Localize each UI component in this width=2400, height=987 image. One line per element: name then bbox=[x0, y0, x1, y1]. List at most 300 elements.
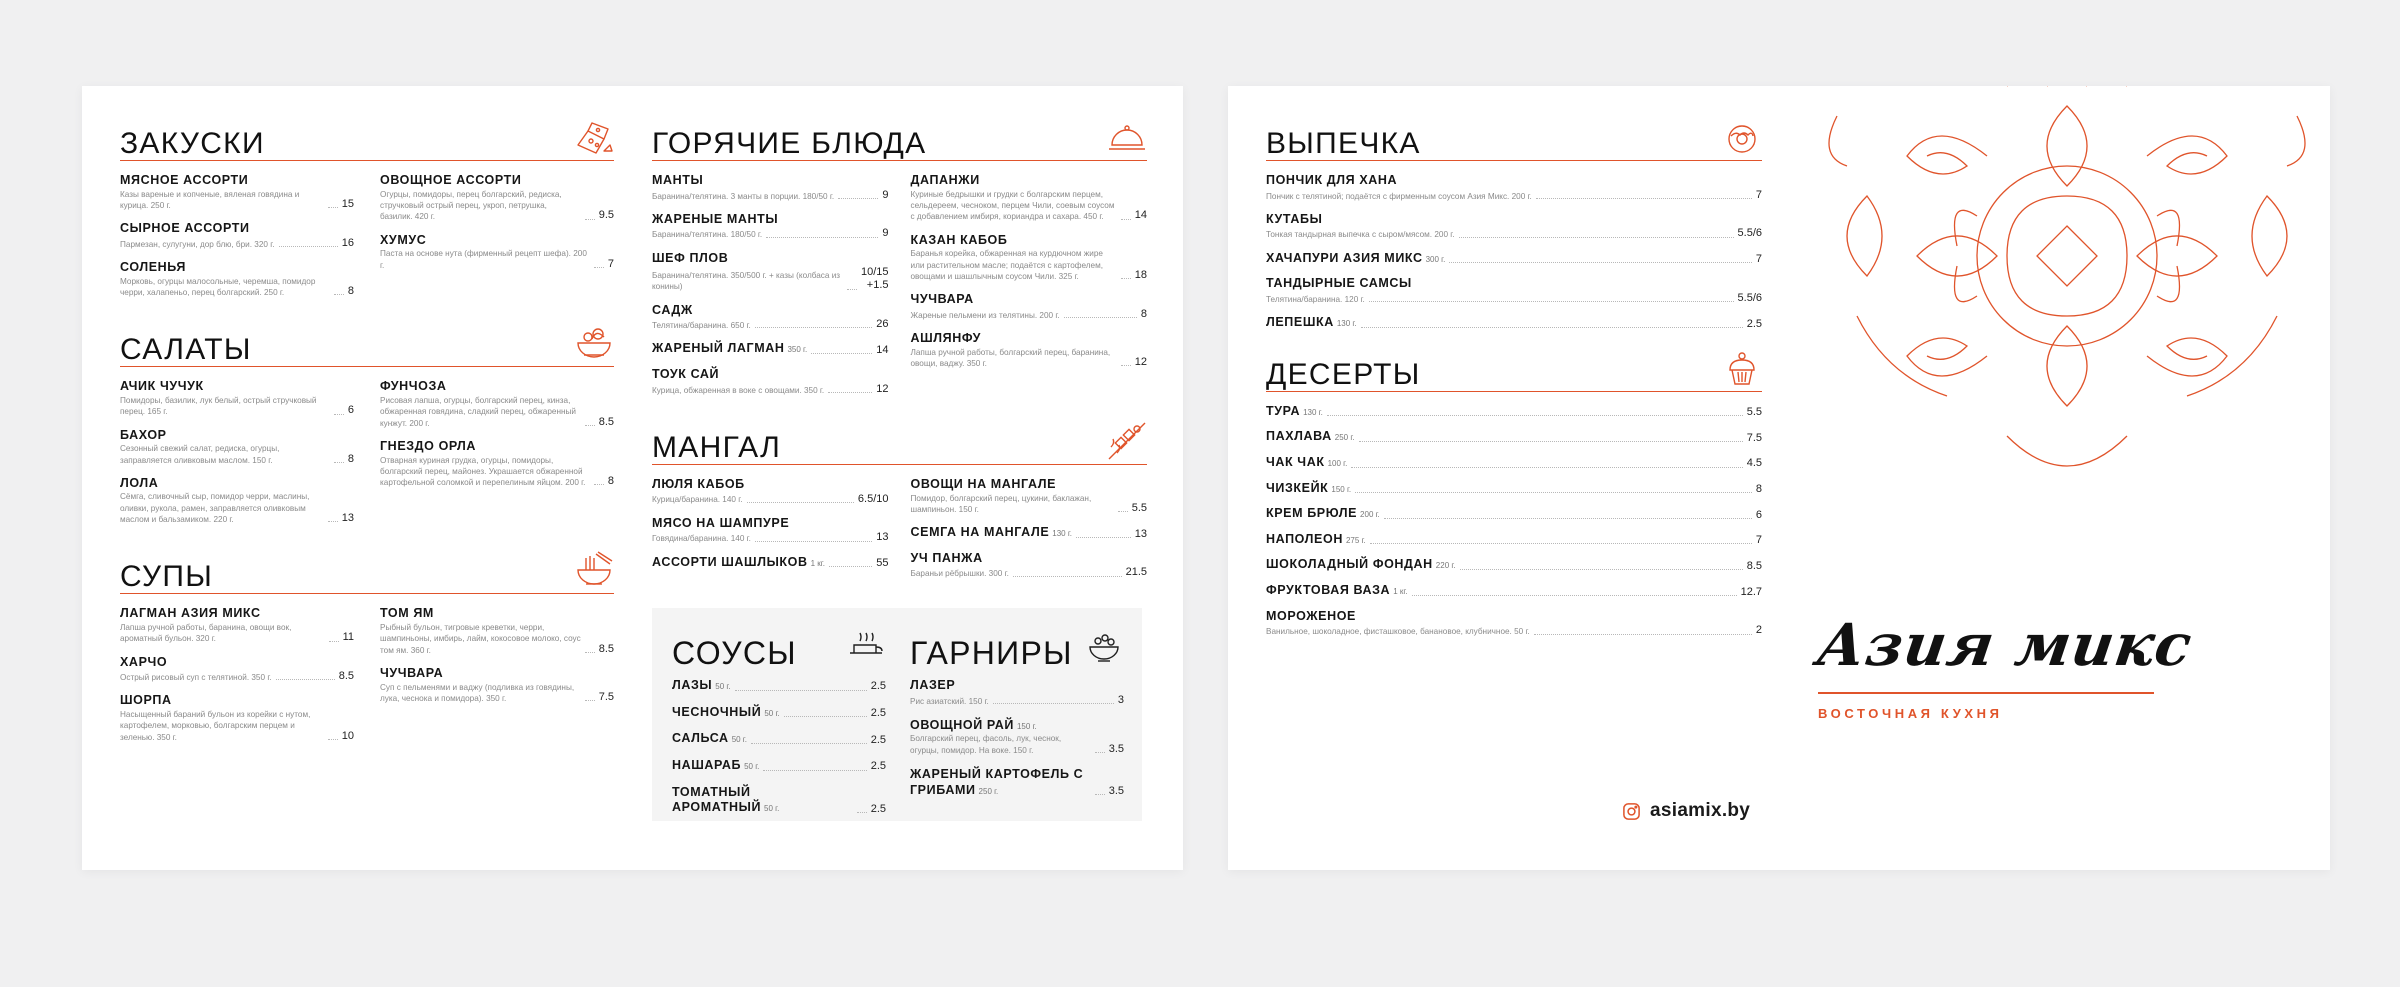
menu-item bbox=[672, 678, 886, 694]
item-name-text: КРЕМ БРЮЛЕ bbox=[1266, 506, 1358, 521]
item-price: 14 bbox=[1134, 209, 1147, 222]
item-name-text: АЧИК ЧУЧУК bbox=[120, 379, 204, 394]
menu-item bbox=[652, 555, 889, 571]
item-row bbox=[1266, 429, 1762, 445]
item-name bbox=[652, 477, 889, 493]
item-name-text: САДЖ bbox=[652, 302, 693, 317]
item-weight: 130 г. bbox=[1336, 319, 1357, 329]
item-price: 8.5 bbox=[598, 642, 614, 655]
item-price: 13 bbox=[876, 531, 889, 544]
item-name bbox=[910, 767, 1091, 798]
item-weight: 50 г. bbox=[764, 804, 780, 814]
menu-item bbox=[120, 173, 354, 211]
item-weight: 100 г. bbox=[1327, 458, 1348, 468]
leader-dots bbox=[1121, 365, 1131, 366]
item-price: 16 bbox=[341, 236, 354, 249]
cupcake-icon bbox=[1722, 348, 1762, 388]
item-description: Пармезан, сулугуни, дор блю, бри. 320 г. bbox=[120, 239, 275, 249]
item-name bbox=[1266, 173, 1762, 189]
item-name bbox=[911, 525, 1073, 541]
item-name-text: САЛЬСА bbox=[672, 731, 729, 746]
item-row bbox=[120, 189, 354, 212]
item-row bbox=[1266, 583, 1762, 599]
menu-item bbox=[120, 606, 354, 644]
item-price: 8.5 bbox=[598, 415, 614, 428]
menu-spread-left bbox=[82, 86, 1183, 870]
item-name-text: ЛОЛА bbox=[120, 475, 159, 490]
item-row bbox=[652, 266, 889, 292]
item-name bbox=[120, 173, 354, 189]
section-header bbox=[652, 422, 1147, 465]
menu-item bbox=[1266, 506, 1762, 522]
item-name bbox=[652, 367, 889, 383]
leader-dots bbox=[811, 353, 872, 354]
brand-logo: Азия микс bbox=[1813, 611, 2197, 679]
leader-dots bbox=[735, 690, 867, 691]
section-header bbox=[910, 618, 1124, 670]
item-name bbox=[672, 731, 747, 747]
item-weight: 220 г. bbox=[1435, 561, 1456, 571]
item-price: 5.5/6 bbox=[1737, 227, 1762, 240]
menu-item bbox=[1266, 315, 1762, 331]
noodle-bowl-icon bbox=[574, 550, 614, 590]
leader-dots bbox=[1536, 198, 1752, 199]
instagram-icon bbox=[1622, 802, 1641, 821]
item-name-text: МОРОЖЕНОЕ bbox=[1266, 608, 1356, 623]
item-price: 2.5 bbox=[870, 802, 886, 815]
item-price: 10/15 +1.5 bbox=[860, 266, 889, 292]
item-price: 12.7 bbox=[1740, 585, 1762, 598]
item-row bbox=[1266, 251, 1762, 267]
item-price: 6 bbox=[347, 404, 354, 417]
item-name bbox=[652, 251, 889, 267]
item-price: 11 bbox=[342, 631, 354, 644]
item-description: Телятина/баранина. 650 г. bbox=[652, 321, 751, 331]
item-row bbox=[652, 493, 889, 506]
section-header bbox=[652, 118, 1147, 161]
menu-item bbox=[1266, 251, 1762, 267]
section-deserty bbox=[1266, 349, 1762, 638]
item-weight: 50 г. bbox=[764, 708, 780, 718]
appetizer-icon bbox=[574, 117, 614, 157]
item-name-text: УЧ ПАНЖА bbox=[910, 550, 983, 565]
item-price: 13 bbox=[341, 512, 354, 525]
item-row bbox=[652, 383, 889, 396]
item-row bbox=[120, 276, 354, 299]
social-link[interactable] bbox=[1622, 800, 1750, 822]
menu-item bbox=[1266, 455, 1762, 471]
section-title: ВЫПЕЧКА bbox=[1266, 127, 1421, 160]
item-row bbox=[380, 189, 614, 223]
item-description: Острый рисовый суп с телятиной. 350 г. bbox=[120, 673, 272, 683]
leader-dots bbox=[328, 207, 338, 208]
item-price: 2.5 bbox=[870, 680, 886, 693]
section-header bbox=[672, 618, 886, 670]
leader-dots bbox=[1459, 237, 1734, 238]
menu-item bbox=[652, 251, 889, 293]
item-row bbox=[652, 341, 889, 357]
item-name bbox=[1266, 557, 1456, 573]
menu-item bbox=[652, 173, 889, 202]
item-price: 8 bbox=[1140, 307, 1147, 320]
item-row bbox=[1266, 624, 1762, 637]
section-mangal bbox=[652, 422, 1147, 590]
item-name bbox=[652, 555, 825, 571]
leader-dots bbox=[1370, 543, 1752, 544]
section-salaty bbox=[120, 324, 614, 535]
item-name-text: ДАПАНЖИ bbox=[910, 173, 980, 187]
menu-item bbox=[911, 233, 1148, 283]
section-title: СОУСЫ bbox=[672, 635, 797, 671]
item-name-text: ТОМАТНЫЙ АРОМАТНЫЙ bbox=[672, 784, 762, 815]
brand-subtitle: ВОСТОЧНАЯ КУХНЯ bbox=[1818, 705, 2003, 721]
item-name bbox=[652, 303, 889, 319]
item-name bbox=[380, 666, 614, 682]
item-row bbox=[672, 758, 886, 774]
item-price: 8 bbox=[347, 452, 354, 465]
item-row bbox=[911, 525, 1148, 541]
item-name-text: МЯСО НА ШАМПУРЕ bbox=[652, 515, 790, 530]
leader-dots bbox=[751, 743, 867, 744]
section-header bbox=[120, 118, 614, 161]
menu-item bbox=[672, 758, 886, 774]
item-row bbox=[120, 491, 354, 525]
item-price: 7.5 bbox=[1746, 431, 1762, 444]
item-name-text: ЖАРЕНЫЕ МАНТЫ bbox=[652, 211, 779, 226]
leader-dots bbox=[1327, 415, 1743, 416]
item-name-text: ШОРПА bbox=[120, 693, 172, 708]
leader-dots bbox=[747, 502, 854, 503]
item-name-text: СЕМГА НА МАНГАЛЕ bbox=[910, 525, 1050, 540]
leader-dots bbox=[857, 812, 867, 813]
item-description: Ванильное, шоколадное, фисташковое, банановое, клубничное. 50 г. bbox=[1266, 627, 1530, 637]
leader-dots bbox=[755, 327, 872, 328]
item-weight: 275 г. bbox=[1345, 535, 1366, 545]
item-weight: 130 г. bbox=[1052, 529, 1072, 539]
brand-divider bbox=[1818, 692, 2154, 694]
item-description: Сёмга, сливочный сыр, помидор черри, маслины, оливки, рукола, рамен, заправляется оливковым маслом и бальзамиком. 220 г. bbox=[120, 492, 310, 525]
item-row bbox=[910, 694, 1124, 707]
item-name-text: НАПОЛЕОН bbox=[1266, 531, 1343, 546]
item-name bbox=[120, 476, 354, 492]
item-name-text: ЧАК ЧАК bbox=[1266, 454, 1325, 469]
item-description: Баранья корейка, обжаренная на курдючном жире или растительном масле; подаётся с картофелем, овощами и шашлычным соусом Чили. 325 г. bbox=[910, 249, 1104, 281]
menu-item bbox=[911, 525, 1148, 541]
item-name bbox=[1266, 506, 1380, 522]
salad-bowl-icon bbox=[574, 323, 614, 363]
item-description: Помидоры, базилик, лук белый, острый стручковый перец. 165 г. bbox=[120, 395, 317, 417]
leader-dots bbox=[585, 219, 595, 220]
item-description: Говядина/баранина. 140 г. bbox=[652, 534, 751, 544]
item-name-text: ЛЮЛЯ КАБОБ bbox=[652, 476, 745, 491]
menu-column bbox=[380, 173, 614, 308]
leader-dots bbox=[334, 294, 344, 295]
section-sousy bbox=[672, 618, 886, 827]
item-description: Курица/баранина. 140 г. bbox=[652, 495, 743, 505]
item-description: Телятина/баранина. 120 г. bbox=[1266, 294, 1365, 304]
menu-item bbox=[911, 477, 1148, 515]
item-row bbox=[120, 622, 354, 645]
menu-item bbox=[910, 767, 1124, 798]
item-price: 5.5/6 bbox=[1737, 291, 1762, 304]
item-description: Огурцы, помидоры, перец болгарский, редиска, стручковый острый перец, укроп, петрушка, базилик. 420 г. bbox=[380, 189, 562, 222]
leader-dots bbox=[755, 541, 872, 542]
leader-dots bbox=[1095, 752, 1105, 753]
item-description: Жареные пельмени из телятины. 200 г. bbox=[910, 310, 1060, 320]
item-name-text: СОЛЕНЬЯ bbox=[120, 260, 186, 275]
item-name bbox=[1266, 481, 1351, 497]
item-name-text: КУТАБЫ bbox=[1266, 211, 1323, 226]
item-description: Пончик с телятиной; подаётся с фирменным соусом Азия Микс. 200 г. bbox=[1266, 191, 1532, 201]
leader-dots bbox=[328, 521, 338, 522]
item-name bbox=[380, 173, 614, 189]
item-price: 7 bbox=[1755, 188, 1762, 201]
item-name-text: ЧУЧВАРА bbox=[910, 292, 974, 307]
item-price: 13 bbox=[1134, 527, 1147, 540]
item-name-text: ТОМ ЯМ bbox=[380, 606, 434, 621]
instagram-handle[interactable]: asiamix.by bbox=[1650, 800, 1751, 821]
item-name bbox=[1266, 404, 1323, 420]
item-row bbox=[672, 785, 886, 816]
item-row bbox=[1266, 404, 1762, 420]
item-name bbox=[380, 379, 614, 395]
menu-column bbox=[911, 173, 1148, 406]
menu-item bbox=[380, 666, 614, 704]
item-weight: 50 г. bbox=[731, 735, 747, 745]
item-description: Баранина/телятина. 180/50 г. bbox=[652, 230, 763, 240]
menu-column bbox=[120, 379, 354, 535]
menu-item bbox=[910, 718, 1124, 756]
item-weight: 1 кг. bbox=[1393, 587, 1408, 597]
item-row bbox=[1266, 189, 1762, 202]
item-row bbox=[911, 248, 1148, 282]
item-row bbox=[1266, 557, 1762, 573]
item-name-text: ОВОЩНОЕ АССОРТИ bbox=[380, 173, 522, 187]
item-price: 7 bbox=[607, 257, 614, 270]
menu-spread-right bbox=[1228, 86, 2330, 870]
item-name bbox=[672, 705, 780, 721]
menu-column bbox=[380, 379, 614, 535]
item-name bbox=[380, 233, 614, 249]
item-name bbox=[652, 341, 807, 357]
column-left bbox=[1266, 118, 1762, 654]
section-header bbox=[1266, 118, 1762, 161]
item-weight: 150 г. bbox=[1016, 721, 1037, 731]
leader-dots bbox=[1460, 569, 1743, 570]
item-row bbox=[910, 767, 1124, 798]
item-row bbox=[672, 705, 886, 721]
menu-item bbox=[1266, 429, 1762, 445]
leader-dots bbox=[594, 267, 604, 268]
leader-dots bbox=[1118, 511, 1128, 512]
item-name-text: СЫРНОЕ АССОРТИ bbox=[120, 221, 250, 236]
leader-dots bbox=[763, 770, 866, 771]
section-header bbox=[1266, 349, 1762, 392]
item-weight: 250 г. bbox=[1334, 433, 1355, 443]
item-description: Рис азиатский. 150 г. bbox=[910, 696, 989, 706]
item-name bbox=[1266, 276, 1762, 292]
item-price: 6.5/10 bbox=[857, 492, 889, 505]
item-price: 10 bbox=[341, 729, 354, 742]
section-title: СУПЫ bbox=[120, 560, 214, 594]
item-name-text: ОВОЩИ НА МАНГАЛЕ bbox=[910, 476, 1057, 491]
item-row bbox=[380, 455, 614, 489]
item-name-text: НАШАРАБ bbox=[672, 757, 742, 772]
item-price: 9 bbox=[882, 188, 889, 201]
menu-item bbox=[911, 292, 1148, 321]
item-name bbox=[911, 233, 1148, 249]
item-row bbox=[911, 566, 1148, 579]
item-price: 12 bbox=[1134, 356, 1147, 368]
section-garniry bbox=[910, 618, 1124, 827]
leader-dots bbox=[276, 679, 335, 680]
item-description: Помидор, болгарский перец, цукини, баклажан, шампиньон. 150 г. bbox=[910, 493, 1092, 514]
item-name bbox=[120, 428, 354, 444]
section-goryachie-blyuda bbox=[652, 118, 1147, 406]
leader-dots bbox=[1121, 219, 1131, 220]
item-description: Баранина/телятина. 3 манты в порции. 180/50 г. bbox=[652, 191, 835, 201]
item-weight: 150 г. bbox=[1331, 484, 1352, 494]
item-name bbox=[1266, 583, 1408, 599]
item-price: 2.5 bbox=[870, 760, 886, 773]
menu-item bbox=[652, 303, 889, 332]
item-name bbox=[911, 173, 1148, 189]
item-price: 7 bbox=[1755, 253, 1762, 266]
item-name-text: ТАНДЫРНЫЕ САМСЫ bbox=[1266, 276, 1412, 291]
menu-column bbox=[652, 173, 889, 406]
leader-dots bbox=[279, 246, 338, 247]
leader-dots bbox=[993, 703, 1114, 704]
item-name-text: ЧУЧВАРА bbox=[380, 665, 444, 680]
menu-item bbox=[652, 516, 889, 545]
menu-item bbox=[120, 476, 354, 526]
item-weight: 130 г. bbox=[1303, 407, 1323, 417]
item-row bbox=[652, 227, 889, 240]
leader-dots bbox=[1095, 794, 1105, 795]
item-name bbox=[1266, 609, 1762, 625]
item-row bbox=[120, 237, 354, 250]
pastry-icon bbox=[1722, 117, 1762, 157]
item-name bbox=[1266, 315, 1357, 331]
item-row bbox=[672, 731, 886, 747]
item-name bbox=[672, 785, 853, 816]
leader-dots bbox=[1359, 441, 1743, 442]
menu-item bbox=[672, 705, 886, 721]
item-name bbox=[652, 173, 889, 189]
menu-item bbox=[120, 693, 354, 743]
leader-dots bbox=[585, 652, 595, 653]
item-weight: 350 г. bbox=[787, 345, 808, 355]
leader-dots bbox=[1449, 262, 1752, 263]
item-name-text: ЛАЗЫ bbox=[672, 678, 713, 692]
item-name bbox=[1266, 532, 1366, 548]
section-title: МАНГАЛ bbox=[652, 430, 782, 464]
item-name bbox=[911, 331, 1148, 347]
item-name-text: ХУМУС bbox=[380, 232, 427, 247]
item-name-text: ПОНЧИК ДЛЯ ХАНА bbox=[1266, 173, 1398, 187]
menu-item bbox=[652, 212, 889, 241]
item-name-text: ШОКОЛАДНЫЙ ФОНДАН bbox=[1266, 557, 1433, 572]
menu-item bbox=[380, 173, 614, 223]
section-header bbox=[120, 324, 614, 367]
menu-item bbox=[1266, 276, 1762, 305]
item-price: 26 bbox=[876, 318, 889, 331]
item-price: 3.5 bbox=[1108, 785, 1124, 798]
menu-column bbox=[911, 477, 1148, 590]
menu-item bbox=[380, 233, 614, 271]
item-name-text: АССОРТИ ШАШЛЫКОВ bbox=[652, 554, 808, 569]
menu-item bbox=[1266, 557, 1762, 573]
menu-item bbox=[380, 379, 614, 429]
item-weight: 50 г. bbox=[715, 682, 731, 691]
item-row bbox=[1266, 481, 1762, 497]
leader-dots bbox=[847, 289, 857, 290]
item-name bbox=[652, 212, 889, 228]
menu-item bbox=[120, 655, 354, 684]
item-price: 2.5 bbox=[870, 733, 886, 746]
column-left bbox=[120, 118, 614, 769]
item-name bbox=[120, 693, 354, 709]
item-name bbox=[910, 678, 1124, 694]
section-supy bbox=[120, 551, 614, 753]
item-price: 2 bbox=[1755, 624, 1762, 637]
item-price: 15 bbox=[341, 198, 354, 211]
item-name bbox=[120, 655, 354, 671]
item-name-text: КАЗАН КАБОБ bbox=[910, 232, 1008, 247]
item-name-text: ЧИЗКЕЙК bbox=[1266, 480, 1329, 495]
item-price: 4.5 bbox=[1746, 457, 1762, 470]
item-name bbox=[120, 260, 354, 276]
item-name-text: ФУНЧОЗА bbox=[380, 379, 447, 394]
item-price: 7.5 bbox=[598, 691, 614, 703]
item-price: 2.5 bbox=[870, 707, 886, 720]
item-name bbox=[1266, 455, 1347, 471]
section-vypechka bbox=[1266, 118, 1762, 331]
side-dish-bowl-icon bbox=[1084, 627, 1124, 667]
item-name bbox=[120, 221, 354, 237]
leader-dots bbox=[1361, 327, 1743, 328]
item-row bbox=[1266, 292, 1762, 305]
sauces-sides-box bbox=[652, 608, 1142, 821]
leader-dots bbox=[585, 700, 595, 701]
item-price: 7 bbox=[1755, 534, 1762, 547]
item-row bbox=[911, 189, 1148, 223]
item-price: 8.5 bbox=[338, 670, 354, 683]
item-description: Насыщенный бараний бульон из корейки с нутом, картофелем, морковью, болгарским перцем и зеленью. 350 г. bbox=[120, 710, 311, 742]
item-description: Баранина/телятина. 350/500 г. + казы (колбаса из конины) bbox=[652, 271, 841, 292]
leader-dots bbox=[1076, 537, 1131, 538]
item-price: 3.5 bbox=[1108, 742, 1124, 755]
item-price: 5.5 bbox=[1746, 406, 1762, 419]
item-row bbox=[652, 189, 889, 202]
item-description: Куриные бедрышки и грудки с болгарским перцем, сельдереем, чесноком, перцем Чили, соевым соусом с добавлением имбиря, кориандра и сахара. 450 г. bbox=[910, 189, 1115, 222]
item-name bbox=[911, 292, 1148, 308]
leader-dots bbox=[784, 716, 867, 717]
item-row bbox=[120, 709, 354, 743]
item-price: 9.5 bbox=[598, 209, 614, 222]
menu-column bbox=[652, 477, 889, 590]
item-price: 6 bbox=[1755, 508, 1762, 521]
item-row bbox=[911, 308, 1148, 321]
leader-dots bbox=[1064, 317, 1137, 318]
item-name bbox=[911, 551, 1148, 567]
item-price: 5.5 bbox=[1131, 501, 1147, 514]
item-weight: 1 кг. bbox=[810, 558, 825, 568]
leader-dots bbox=[828, 392, 872, 393]
menu-item bbox=[1266, 609, 1762, 638]
item-description: Бараньи рёбрышки. 300 г. bbox=[910, 569, 1009, 579]
item-row bbox=[652, 318, 889, 331]
